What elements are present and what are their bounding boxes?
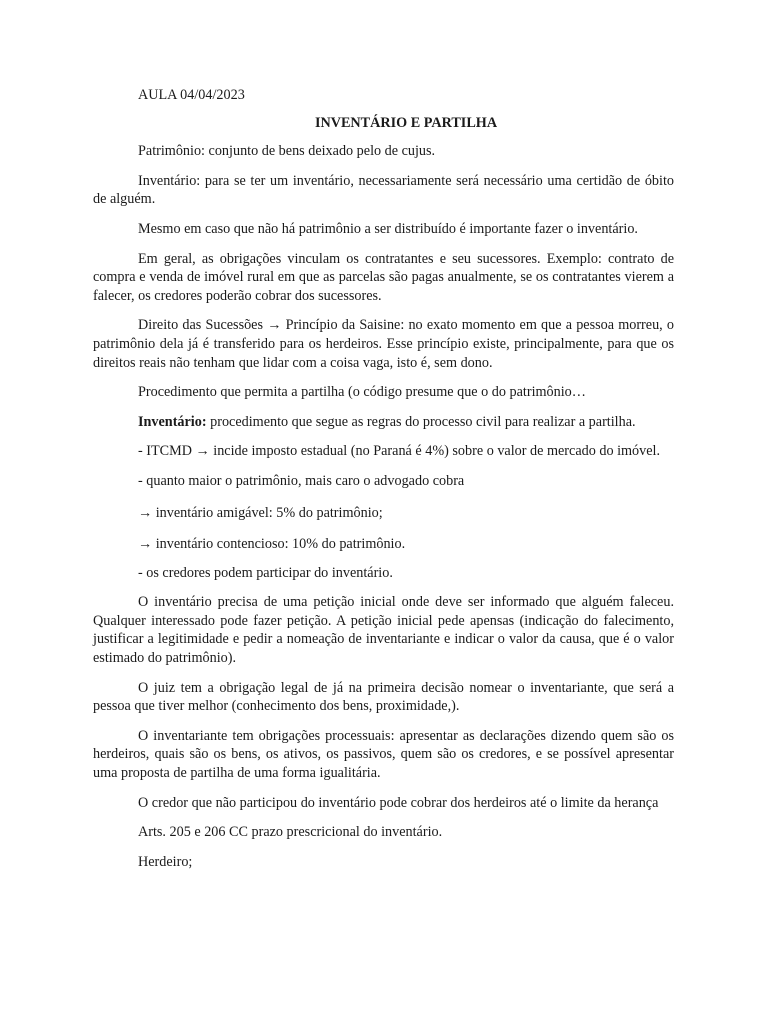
- paragraph-saisine: Direito das Sucessões → Princípio da Saisine: no exato momento em que a pessoa morreu, o patrimônio dela já é transferido para os herdeiros. Esse princípio existe, principalmente, para que os direitos reais não tenham que lidar com a coisa vaga, isto é, sem dono.: [93, 317, 674, 371]
- paragraph-advogado: - quanto maior o patrimônio, mais caro o advogado cobra: [138, 472, 465, 489]
- term-inventario-definition: procedimento que segue as regras do processo civil para realizar a partilha.: [206, 413, 636, 430]
- paragraph-sem-patrimonio: Mesmo em caso que não há patrimônio a ser distribuído é importante fazer o inventário.: [138, 220, 638, 237]
- paragraph-amigavel: → inventário amigável: 5% do patrimônio;: [138, 504, 383, 521]
- paragraph-inventario-procedimento: [93, 413, 674, 432]
- paragraph-patrimonio: Patrimônio: conjunto de bens deixado pelo de cujus.: [138, 143, 436, 160]
- paragraph-juiz: O juiz tem a obrigação legal de já na primeira decisão nomear o inventariante, que será a pessoa que tiver melhor (conhecimento dos bens, proximidade,).: [93, 679, 674, 715]
- paragraph-prazo: Arts. 205 e 206 CC prazo prescricional do inventário.: [138, 824, 443, 841]
- document-title: INVENTÁRIO E PARTILHA: [314, 114, 498, 131]
- paragraph-inventariante: O inventariante tem obrigações processuais: apresentar as declarações dizendo quem são os herdeiros, quais são os bens, os ativos, os passivos, quem são os credores, e se possível apresentar uma proposta de partilha de uma forma igualitária.: [93, 727, 674, 782]
- paragraph-herdeiro: Herdeiro;: [138, 853, 193, 870]
- paragraph-credores: - os credores podem participar do inventário.: [138, 564, 393, 581]
- paragraph-procedimento: Procedimento que permita a partilha (o código presume que o do patrimônio…: [138, 384, 586, 401]
- lesson-date: AULA 04/04/2023: [138, 87, 245, 103]
- paragraph-inventario-definicao: Inventário: para se ter um inventário, necessariamente será necessário uma certidão de óbito de alguém.: [93, 172, 674, 208]
- paragraph-peticao-inicial: O inventário precisa de uma petição inicial onde deve ser informado que alguém faleceu. Qualquer interessado pode fazer petição. A petição inicial pede apensas (indicação do falecimento, justificar a legitimidade e pedir a nomeação de inventariante e indicar o valor da causa, que é o valor estimado do patrimônio).: [93, 594, 674, 667]
- paragraph-obrigacoes: Em geral, as obrigações vinculam os contratantes e seu sucessores. Exemplo: contrato de compra e venda de imóvel rural em que as parcelas são pagas anualmente, se os contratantes vierem a falecer, os credores poderão cobrar dos sucessores.: [93, 250, 674, 304]
- paragraph-credor: O credor que não participou do inventário pode cobrar dos herdeiros até o limite da herança: [138, 794, 659, 811]
- document-page: [93, 86, 674, 882]
- paragraph-itcmd: - ITCMD → incide imposto estadual (no Paraná é 4%) sobre o valor de mercado do imóvel.: [138, 443, 661, 460]
- term-inventario: Inventário:: [138, 413, 207, 430]
- paragraph-contencioso: → inventário contencioso: 10% do patrimônio.: [138, 536, 406, 553]
